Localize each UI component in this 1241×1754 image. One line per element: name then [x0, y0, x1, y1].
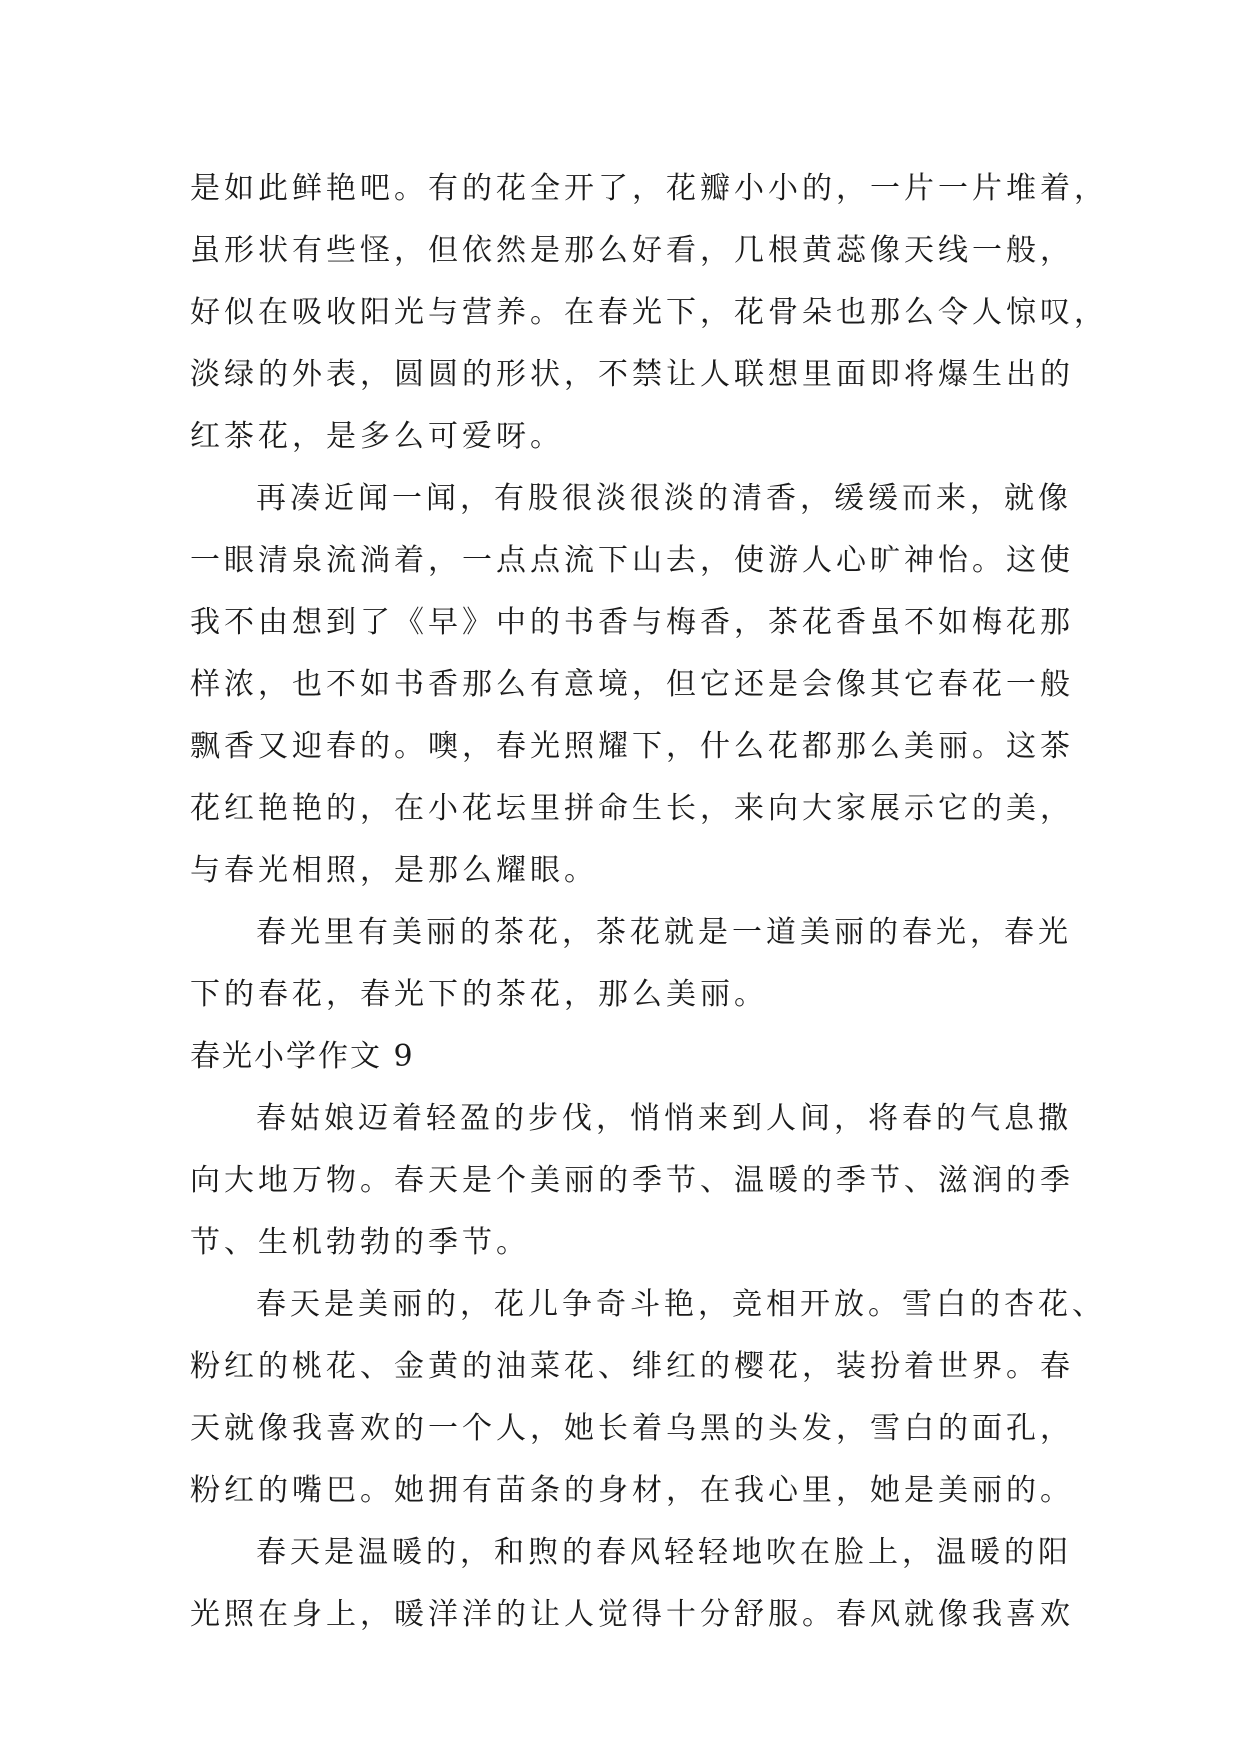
- text-line: 天就像我喜欢的一个人，她长着乌黑的头发，雪白的面孔，: [190, 1411, 1074, 1446]
- text-line: 向大地万物。春天是个美丽的季节、温暖的季节、滋润的季: [190, 1163, 1074, 1198]
- text-line: 我不由想到了《早》中的书香与梅香，茶花香虽不如梅花那: [190, 605, 1074, 640]
- text-line: 淡绿的外表，圆圆的形状，不禁让人联想里面即将爆生出的: [190, 357, 1074, 392]
- text-line: 红茶花，是多么可爱呀。: [190, 419, 564, 454]
- text-line: 下的春花，春光下的茶花，那么美丽。: [190, 977, 768, 1012]
- paragraph: [190, 902, 1070, 1026]
- text-line: 样浓，也不如书香那么有意境，但它还是会像其它春花一般: [190, 667, 1074, 702]
- text-line: 飘香又迎春的。噢，春光照耀下，什么花都那么美丽。这茶: [190, 729, 1074, 764]
- heading-text: 春光小学作文 9: [190, 1039, 415, 1074]
- text-line: 一眼清泉流淌着，一点点流下山去，使游人心旷神怡。这使: [190, 543, 1074, 578]
- paragraph: [190, 1088, 1074, 1274]
- text-line: 春天是美丽的，花儿争奇斗艳，竞相开放。雪白的杏花、: [256, 1287, 1106, 1322]
- text-line: 好似在吸收阳光与营养。在春光下，花骨朵也那么令人惊叹，: [190, 295, 1108, 330]
- section-heading: [190, 1026, 1070, 1088]
- paragraph: [190, 158, 1108, 468]
- text-line: 与春光相照，是那么耀眼。: [190, 853, 598, 888]
- text-line: 再凑近闻一闻，有股很淡很淡的清香，缓缓而来，就像: [256, 481, 1072, 516]
- text-line: 粉红的嘴巴。她拥有苗条的身材，在我心里，她是美丽的。: [190, 1473, 1074, 1508]
- text-line: 春光里有美丽的茶花，茶花就是一道美丽的春光，春光: [256, 915, 1072, 950]
- text-line: 是如此鲜艳吧。有的花全开了，花瓣小小的，一片一片堆着，: [190, 171, 1108, 206]
- text-line: 春天是温暖的，和煦的春风轻轻地吹在脸上，温暖的阳: [256, 1535, 1072, 1570]
- paragraph: [190, 1522, 1074, 1646]
- paragraph: [190, 1274, 1106, 1522]
- text-line: 虽形状有些怪，但依然是那么好看，几根黄蕊像天线一般，: [190, 233, 1074, 268]
- text-line: 花红艳艳的，在小花坛里拼命生长，来向大家展示它的美，: [190, 791, 1074, 826]
- text-line: 粉红的桃花、金黄的油菜花、绯红的樱花，装扮着世界。春: [190, 1349, 1074, 1384]
- paragraph: [190, 468, 1074, 902]
- text-line: 春姑娘迈着轻盈的步伐，悄悄来到人间，将春的气息撒: [256, 1101, 1072, 1136]
- document-body: [190, 158, 1108, 1646]
- text-line: 光照在身上，暖洋洋的让人觉得十分舒服。春风就像我喜欢: [190, 1597, 1074, 1632]
- text-line: 节、生机勃勃的季节。: [190, 1225, 530, 1260]
